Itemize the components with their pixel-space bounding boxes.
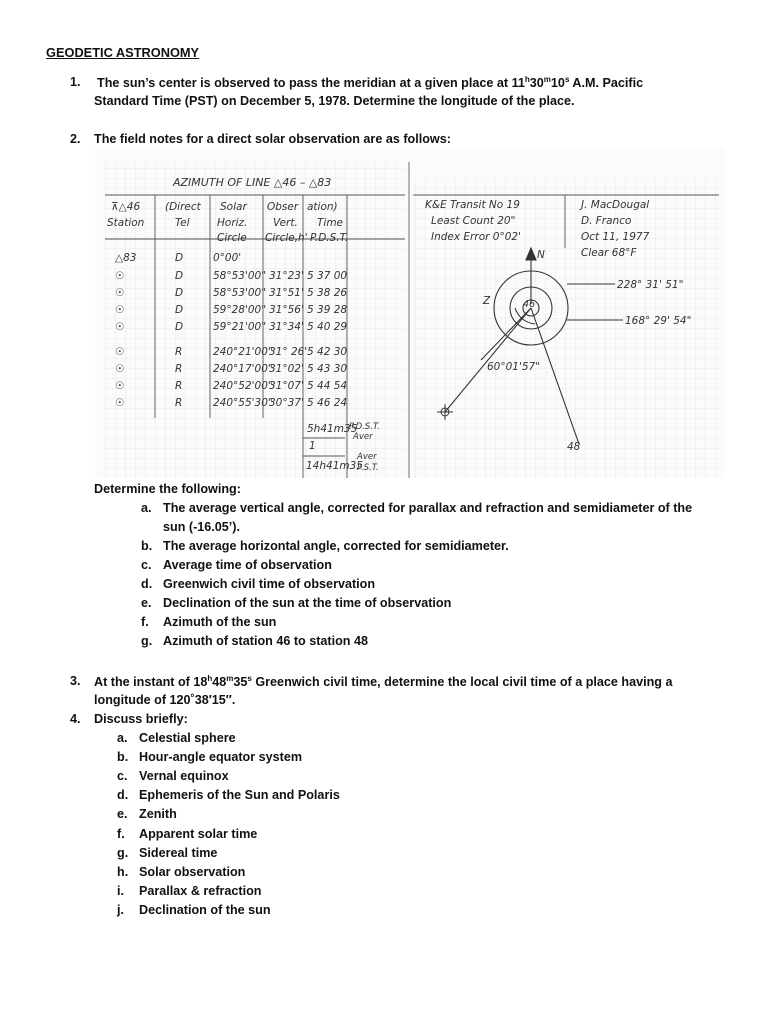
q4-item-letter: h. [117, 864, 129, 879]
q4-item-letter: g. [117, 845, 129, 860]
q2-item-letter: g. [141, 634, 153, 648]
angle-228: 228° 31' 51" [617, 279, 684, 291]
row-2-station: ☉ [115, 287, 125, 299]
q4-item-text: Zenith [139, 807, 177, 822]
q4-item-text: Sidereal time [139, 845, 218, 860]
col-vert-top: Obser [267, 201, 299, 213]
field-notes-figure [95, 148, 725, 478]
q1-line1: The sun’s center is observed to pass the meridian at a given place at 11$^h$30$^m$10$^s$ A.M. Pacific [97, 75, 644, 90]
row-8-vert: 30°37' [269, 397, 304, 409]
q2-item-text-cont: sun (-16.05’). [163, 520, 240, 534]
row-2-horiz: 58°53'00" [213, 287, 267, 299]
row-8-tel: R [175, 397, 183, 409]
row-8-horiz: 240°55'30" [213, 397, 273, 409]
row-6-horiz: 240°17'00" [213, 363, 273, 375]
row-3-horiz: 59°28'00" [213, 304, 267, 316]
q4-number: 4. [70, 712, 81, 726]
q3-line1: At the instant of 18$^h$48$^m$35$^s$ Greenwich civil time, determine the local civil time of a place having a [94, 674, 673, 689]
q2-intro: The field notes for a direct solar observation are as follows: [94, 132, 451, 146]
q2-item-text: Greenwich civil time of observation [163, 577, 376, 591]
row-1-tel: D [175, 270, 184, 282]
row-1-station: ☉ [115, 270, 125, 282]
q4-item-letter: a. [117, 731, 128, 745]
sum-label4: P.S.T. [357, 463, 379, 473]
q2-item-text: Average time of observation [163, 558, 332, 572]
angle-168: 168° 29' 54" [625, 315, 692, 327]
q4-item-text: Solar observation [139, 864, 246, 879]
q2-number: 2. [70, 132, 81, 146]
date: Oct 11, 1977 [581, 231, 650, 243]
q4-item-text: Ephemeris of the Sun and Polaris [139, 788, 340, 803]
row-7-vert: 31°07' [269, 380, 304, 392]
sum-label2: Aver [353, 432, 373, 442]
q3-line2: longitude of 120˚38′15″. [94, 693, 236, 707]
row-6-station: ☉ [115, 363, 125, 375]
row-4-vert: 31°34' [269, 321, 304, 333]
row-3-vert: 31°56' [269, 304, 304, 316]
q4-item-text: Parallax & refraction [139, 883, 262, 898]
sum-label3: Aver [357, 452, 377, 462]
row-1-time: 5 37 00 [307, 270, 348, 282]
row-1-horiz: 58°53'00" [213, 270, 267, 282]
row-0-horiz: 0°00' [213, 252, 242, 264]
q2-item-text: The average vertical angle, corrected for parallax and refraction and semidiameter of the [163, 501, 693, 515]
station-46-label: 46 [523, 299, 536, 310]
north-label: N [537, 249, 545, 261]
row-4-station: ☉ [115, 321, 125, 333]
row-1-vert: 31°23' [269, 270, 304, 282]
col-horiz2: Circle [217, 232, 247, 244]
col-vert2: Circle,h' [265, 232, 308, 244]
sum-divider: 1 [309, 440, 316, 452]
row-6-vert: 31°02' [269, 363, 304, 375]
col-station-top: ⊼△46 [111, 201, 141, 213]
row-5-horiz: 240°21'00" [213, 346, 273, 358]
col-time: Time [317, 217, 344, 229]
row-5-station: ☉ [115, 346, 125, 358]
notes-heading: AZIMUTH OF LINE △46 – △83 [173, 176, 332, 189]
col-horiz: Horiz. [217, 217, 248, 229]
col-time2: P.D.S.T. [310, 232, 349, 244]
row-7-tel: R [175, 380, 183, 392]
row-3-time: 5 39 28 [307, 304, 348, 316]
row-7-horiz: 240°52'00" [213, 380, 273, 392]
q4-item-text: Vernal equinox [139, 769, 229, 784]
row-0-tel: D [175, 252, 184, 264]
row-0-station: △83 [115, 252, 137, 264]
sum-label: P.D.S.T. [349, 422, 380, 432]
angle-60: 60°01'57" [487, 361, 541, 373]
station-48-label: 48 [567, 441, 581, 453]
row-3-station: ☉ [115, 304, 125, 316]
q2-item-letter: d. [141, 577, 153, 591]
row-7-time: 5 44 54 [307, 380, 348, 392]
col-tel-top: (Direct [165, 201, 201, 213]
q4-item-text: Hour-angle equator system [139, 750, 303, 765]
row-4-time: 5 40 29 [307, 321, 348, 333]
row-5-tel: R [175, 346, 183, 358]
q2-determine: Determine the following: [94, 482, 241, 496]
row-2-tel: D [175, 287, 184, 299]
q4-item-text: Declination of the sun [139, 902, 271, 917]
index-error: Index Error 0°02' [431, 231, 521, 243]
recorder: D. Franco [581, 215, 632, 227]
q2-item-letter: e. [141, 596, 152, 610]
q4-item-letter: e. [117, 807, 128, 822]
row-2-time: 5 38 26 [307, 287, 348, 299]
instrument: K&E Transit No 19 [425, 199, 520, 211]
q4-item-text: Apparent solar time [139, 826, 258, 841]
weather: Clear 68°F [581, 247, 637, 259]
q4-item-text: Celestial sphere [139, 731, 236, 745]
col-time-top: ation) [307, 201, 338, 213]
q2-item-text: Azimuth of station 46 to station 48 [163, 634, 369, 648]
page-title: GEODETIC ASTRONOMY [46, 45, 200, 60]
q2-item-text: Azimuth of the sun [163, 615, 277, 629]
row-5-vert: 31° 26' [269, 346, 308, 358]
q4-item-letter: d. [117, 788, 129, 803]
q2-item-letter: a. [141, 501, 152, 515]
q3-number: 3. [70, 674, 81, 688]
q2-item-letter: b. [141, 539, 153, 553]
q1-number: 1. [70, 75, 81, 89]
col-vert: Vert. [273, 217, 298, 229]
row-6-tel: R [175, 363, 183, 375]
q2-item-letter: c. [141, 558, 152, 572]
zenith-label: Z [483, 295, 491, 307]
row-2-vert: 31°51' [269, 287, 304, 299]
col-station: Station [107, 217, 145, 229]
field-notes-svg [95, 148, 725, 478]
sum-time: 5h41m35 [307, 423, 358, 435]
q4-item-letter: b. [117, 750, 129, 765]
row-8-station: ☉ [115, 397, 125, 409]
q4-item-letter: c. [117, 769, 128, 784]
q2-item-letter: f. [141, 615, 149, 629]
q4-intro: Discuss briefly: [94, 712, 188, 726]
observer: J. MacDougal [581, 199, 650, 211]
row-8-time: 5 46 24 [307, 397, 348, 409]
q4-item-letter: j. [117, 902, 124, 917]
q2-item-text: The average horizontal angle, corrected for semidiameter. [163, 539, 509, 553]
row-3-tel: D [175, 304, 184, 316]
row-4-horiz: 59°21'00" [213, 321, 267, 333]
q4-item-letter: i. [117, 883, 124, 898]
row-6-time: 5 43 30 [307, 363, 348, 375]
col-horiz-top: Solar [220, 201, 247, 213]
q4-item-letter: f. [117, 826, 125, 841]
row-7-station: ☉ [115, 380, 125, 392]
col-tel: Tel [175, 217, 190, 229]
sum-time2: 14h41m35 [306, 460, 363, 472]
q2-item-text: Declination of the sun at the time of observation [163, 596, 452, 610]
row-5-time: 5 42 30 [307, 346, 348, 358]
q1-line2: Standard Time (PST) on December 5, 1978. Determine the longitude of the place. [94, 94, 575, 108]
row-4-tel: D [175, 321, 184, 333]
least-count: Least Count 20" [431, 215, 516, 227]
